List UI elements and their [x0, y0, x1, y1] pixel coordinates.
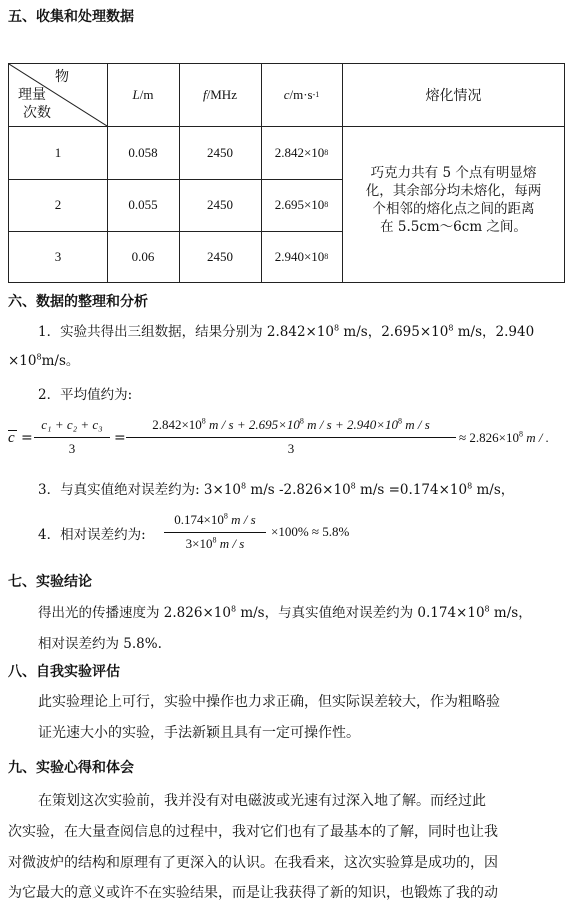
cell-speed: 2.842×10 8 [274, 144, 329, 160]
fraction-bar [164, 532, 266, 533]
cell-frequency: 2450 [207, 249, 233, 264]
cell-length: 0.06 [131, 249, 155, 264]
section6-title: 六、数据的整理和分析 [8, 294, 148, 310]
cell-frequency: 2450 [207, 197, 233, 212]
formula-cbar: c [8, 430, 15, 446]
header-diag-bot: 次数 [23, 105, 51, 121]
cell-length: 0.055 [128, 197, 158, 212]
conclusion-line-1: 得出光的传播速度为 $2.826\times 10^8$ m/s，与真实值绝对误差约为 $0.174\times 10^8$ m/s， [38, 604, 532, 621]
analysis-point-1: 1．实验共得出三组数据，结果分别为 $2.842\times 10^8$ m/s，$2.695\times 10^8$ m/s，2.940 [38, 323, 535, 340]
melt-description: 巧克力共有 5 个点有明显熔 化，其余部分均未熔化，每两 个相邻的熔化点之间的距离 在 5.5cm～6cm 之间。 [365, 165, 542, 235]
reflection-line-3: 对微波炉的结构和原理有了更深入的认识。在我看来，这次实验算是成功的，因 [8, 855, 498, 871]
conclusion-line-2: 相对误差约为 5.8%. [38, 636, 162, 652]
analysis-point-2: 2．平均值约为: [38, 387, 133, 403]
cell-trial: 3 [54, 249, 62, 264]
cell-frequency: 2450 [207, 144, 233, 160]
analysis-point-1-cont: $\times 10^8m/s$。 [8, 352, 80, 369]
analysis-point-3: 3．与真实值绝对误差约为: $3\times 10^8$ m/s $-2.826\times 10^8$ $m/s =0.174\times 10^8$ m/s， [38, 481, 515, 498]
header-frequency: f /MHz [203, 87, 237, 102]
reflection-line-4: 为它最大的意义或许不在实验结果，而是让我获得了新的知识，也锻炼了我的动 [8, 885, 498, 901]
cell-speed: 2.940×10 8 [274, 249, 329, 264]
formula-numerator-2: $2.842\times 10^8$ $m / s + 2.695\times 10^8$ $m / s + 2.940\times 10^8$ m / s [152, 416, 430, 432]
relative-error-denominator: $3\times 10^8$ m / s [185, 535, 245, 551]
analysis-point-4: 4．相对误差约为: [38, 527, 146, 543]
reflection-line-2: 次实验，在大量查阅信息的过程中，我对它们也有了最基本的了解，同时也让我 [8, 824, 498, 840]
formula-numerator-1: c₁ + c₂ + c₃ [41, 417, 103, 432]
formula-equals: = [21, 430, 33, 446]
evaluation-line-1: 此实验理论上可行，实验中操作也力求正确，但实际误差较大，作为粗略验 [38, 694, 500, 710]
header-speed: c /m·s -1 [283, 87, 320, 102]
cell-trial: 2 [54, 197, 62, 212]
section8-title: 八、自我实验评估 [8, 664, 120, 680]
reflection-line-1: 在策划这次实验前，我并没有对电磁波或光速有过深入地了解。而经过此 [38, 793, 486, 809]
formula-equals: = [114, 430, 126, 446]
header-diag-mid: 理量 [18, 87, 46, 103]
overline [8, 430, 17, 431]
fraction-bar [126, 437, 456, 438]
formula-denominator-2: 3 [287, 441, 295, 456]
data-table [8, 63, 565, 283]
section7-title: 七、实验结论 [8, 574, 92, 590]
relative-error-result: ×100% ≈ 5.8% [271, 524, 350, 539]
evaluation-line-2: 证光速大小的实验，手法新颖且具有一定可操作性。 [38, 725, 360, 741]
cell-speed: 2.695×10 8 [274, 197, 329, 212]
fraction-bar [34, 437, 110, 438]
cell-trial: 1 [54, 144, 62, 160]
header-diag-top: 物 [55, 69, 69, 85]
formula-denominator-1: 3 [68, 441, 76, 456]
relative-error-numerator: $0.174\times 10^8$ m / s [174, 511, 256, 527]
formula-result: ≈ $2.826\times 10^8$ m / . [459, 429, 549, 445]
cell-length: 0.058 [128, 144, 158, 160]
header-melt: 熔化情况 [425, 88, 482, 104]
section5-title: 五、收集和处理数据 [8, 9, 134, 25]
section9-title: 九、实验心得和体会 [8, 760, 134, 776]
table-divider [342, 126, 565, 127]
header-length: L /m [132, 87, 154, 102]
